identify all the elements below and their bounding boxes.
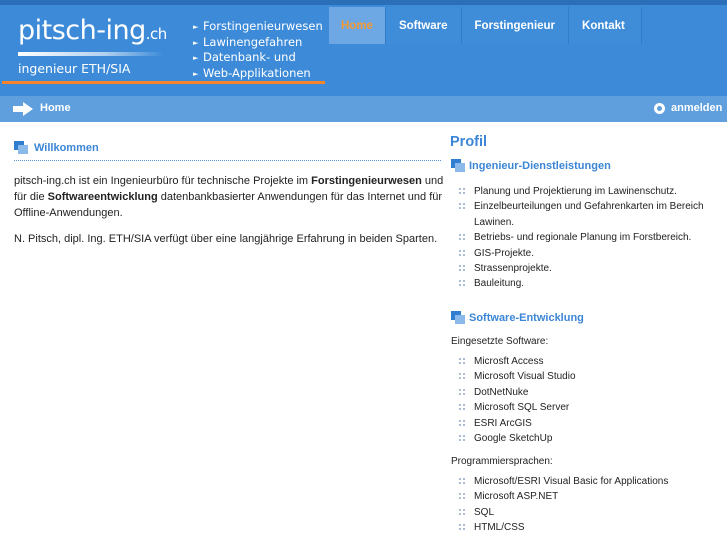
grip-bullet-icon (459, 509, 465, 515)
main-nav (329, 7, 642, 44)
list-item: Betriebs- und regionale Planung im Forstbereich. (459, 230, 727, 245)
grip-bullet-icon (459, 280, 465, 286)
grip-bullet-icon (459, 420, 465, 426)
list-item: GIS-Projekte. (459, 246, 727, 261)
list-item: HTML/CSS (459, 520, 727, 535)
login-icon[interactable] (654, 103, 665, 114)
tools-label: Eingesetzte Software: (451, 336, 549, 347)
nav-item-forstingenieur[interactable]: Forstingenieur (462, 7, 570, 44)
breadcrumb-bar (0, 96, 727, 122)
arrow-right-icon (13, 102, 33, 116)
list-item: Einzelbeurteilungen und Gefahrenkarten im Bereich Lawinen. (459, 199, 727, 230)
grip-bullet-icon (459, 188, 465, 194)
grip-bullet-icon (459, 250, 465, 256)
list-item: Planung und Projektierung im Lawinenschutz. (459, 184, 727, 199)
list-item: Microsoft Visual Studio (459, 369, 727, 384)
logo-name: pitsch-ing (18, 15, 146, 46)
sidebar-title: Profil (450, 134, 488, 150)
nav-item-kontakt[interactable]: Kontakt (569, 7, 642, 44)
header-top-stripe (0, 0, 727, 5)
grip-bullet-icon (459, 265, 465, 271)
grip-bullet-icon (459, 358, 465, 364)
grip-bullet-icon (459, 203, 465, 209)
logo-tld: .ch (145, 25, 167, 43)
section-squares-icon (451, 159, 465, 172)
list-item: Microsoft/ESRI Visual Basic for Applications (459, 474, 727, 489)
list-item: Strassenprojekte. (459, 261, 727, 276)
grip-bullet-icon (459, 493, 465, 499)
intro-paragraph: pitsch-ing.ch ist ein Ingenieurbüro für technische Projekte im Forstingenieurwesen und für die Softwareentwicklung datenbankbasierter Anwendungen für das Internet und für Offline-Anwendungen. (14, 175, 444, 219)
tagline-item: ► Web-Applikationen (193, 65, 311, 80)
languages-label: Programmiersprachen: (451, 456, 553, 467)
bold-forstingenieurwesen: Forstingenieurwesen (311, 175, 422, 187)
triangle-bullet-icon: ► (193, 54, 199, 62)
list-item: Bauleitung. (459, 276, 727, 291)
tools-list (459, 354, 727, 446)
list-item: Microsoft SQL Server (459, 400, 727, 415)
grip-bullet-icon (459, 389, 465, 395)
tagline-item: ► Lawinengefahren (193, 34, 303, 49)
triangle-bullet-icon: ► (193, 23, 199, 31)
section-heading-services: Ingenieur-Dienstleistungen (451, 159, 611, 172)
list-item: SQL (459, 505, 727, 520)
site-logo[interactable] (18, 16, 167, 49)
list-item: Microsft Access (459, 354, 727, 369)
section-heading-welcome: Willkommen (14, 141, 99, 154)
services-list (459, 184, 727, 292)
list-item: Google SketchUp (459, 431, 727, 446)
logo-divider (18, 52, 163, 56)
section-squares-icon (451, 311, 465, 324)
languages-list (459, 474, 727, 536)
grip-bullet-icon (459, 234, 465, 240)
tagline-list (193, 19, 323, 81)
grip-bullet-icon (459, 524, 465, 530)
triangle-bullet-icon: ► (193, 69, 199, 78)
experience-paragraph: N. Pitsch, dipl. Ing. ETH/SIA verfügt über eine langjährige Erfahrung in beiden Sparten. (14, 233, 438, 245)
section-heading-software: Software-Entwicklung (451, 311, 584, 324)
breadcrumb-current: Home (40, 102, 71, 114)
grip-bullet-icon (459, 404, 465, 410)
header-accent-line (2, 81, 325, 84)
bold-softwareentwicklung: Softwareentwicklung (47, 191, 158, 203)
grip-bullet-icon (459, 373, 465, 379)
logo-subtitle: ingenieur ETH/SIA (18, 61, 131, 76)
nav-item-software[interactable]: Software (386, 7, 462, 44)
triangle-bullet-icon: ► (193, 38, 199, 47)
section-squares-icon (14, 141, 28, 154)
list-item: Microsoft ASP.NET (459, 489, 727, 504)
dotted-divider (14, 160, 441, 161)
login-link[interactable]: anmelden (671, 102, 723, 114)
nav-item-home[interactable]: Home (329, 7, 386, 44)
grip-bullet-icon (459, 435, 465, 441)
tagline-item: ► Datenbank- und (193, 50, 296, 64)
list-item: DotNetNuke (459, 385, 727, 400)
tagline-item: ► Forstingenieurwesen (193, 19, 323, 33)
grip-bullet-icon (459, 478, 465, 484)
list-item: ESRI ArcGIS (459, 416, 727, 431)
